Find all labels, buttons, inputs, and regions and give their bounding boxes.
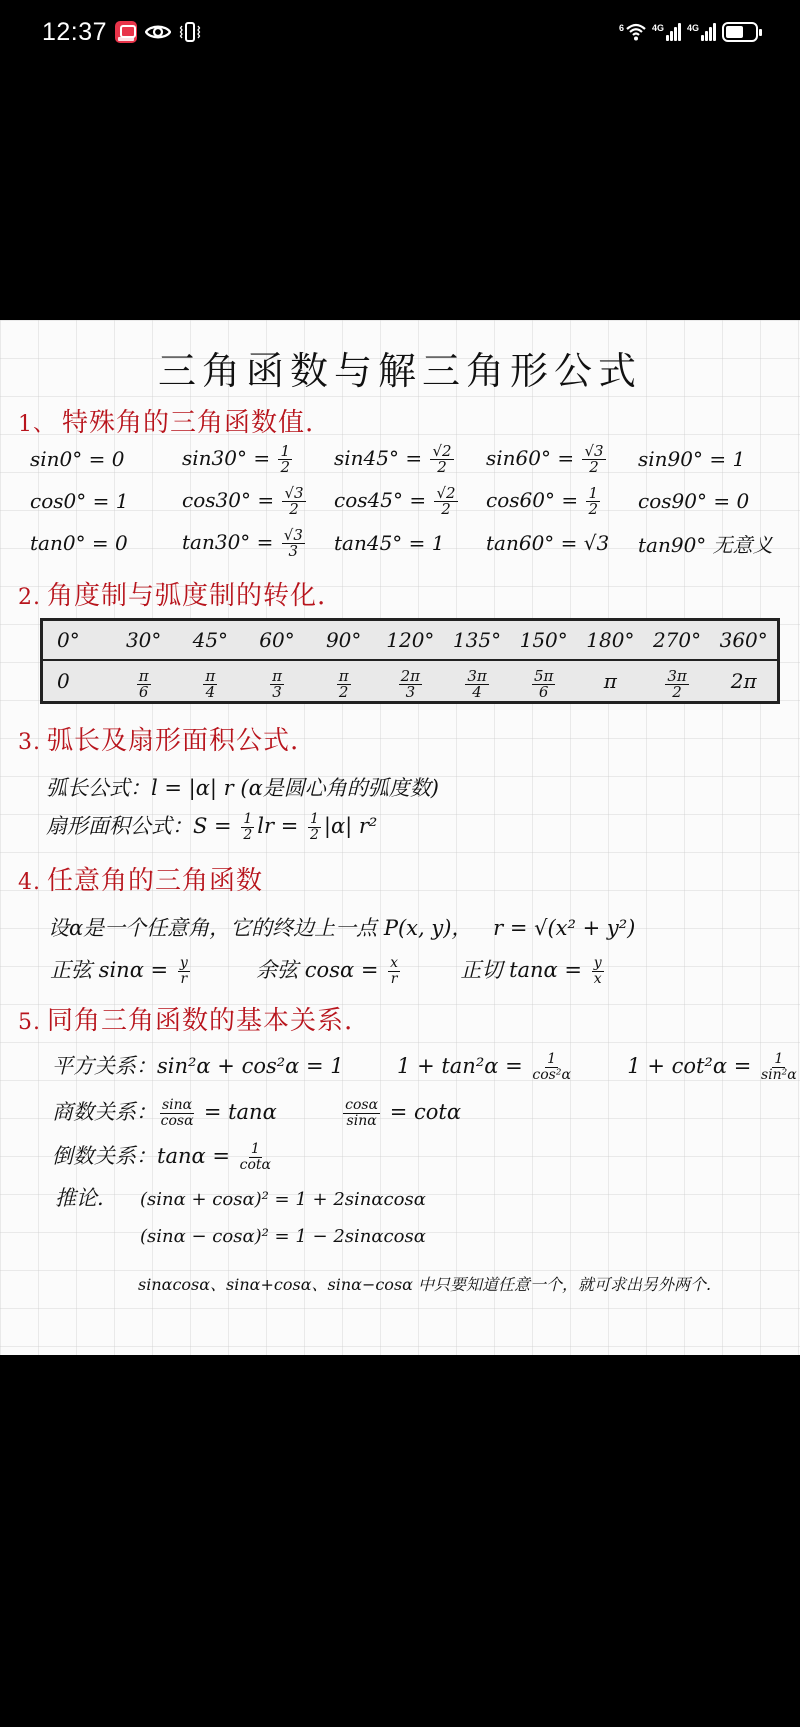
value-cell: tan0° = 0: [30, 531, 128, 555]
radian-cell: $\frac{\pi}{2}$: [338, 667, 349, 701]
radian-cell: $\frac{5\pi}{6}$: [533, 667, 554, 701]
section-title: 弧长及扇形面积公式.: [47, 726, 300, 756]
video-app-notification-icon: [115, 21, 137, 43]
value-cell: sin45° = $\frac{√2}{2}$: [334, 441, 452, 476]
degree-cell: 30°: [125, 628, 162, 652]
radian-cell: π: [603, 669, 617, 693]
degree-cell: 180°: [586, 628, 635, 652]
value-cell: sin0° = 0: [30, 447, 125, 471]
section-3-heading: [18, 720, 299, 757]
value-cell: sin90° = 1: [638, 447, 746, 471]
value-cell: tan60° = √3: [486, 531, 610, 555]
radian-cell: $\frac{\pi}{3}$: [272, 667, 282, 701]
section-number: 5.: [18, 1010, 41, 1035]
sector-area-formula: 扇形面积公式：S = $\frac{1}{2}$ lr = $\frac{1}{2}$ |α| r²: [46, 811, 378, 843]
network-type-label: 4G: [686, 23, 699, 33]
value-cell: cos45° = $\frac{√2}{2}$: [334, 483, 456, 518]
section-4-heading: [18, 860, 263, 897]
degree-cell: 120°: [386, 628, 435, 652]
value-cell: tan45° = 1: [334, 531, 445, 555]
value-cell: tan30° = $\frac{√3}{3}$: [182, 525, 303, 560]
radian-cell: $\frac{\pi}{6}$: [138, 667, 149, 701]
value-cell: tan90° 无意义: [638, 532, 773, 557]
value-cell: sin60° = $\frac{√3}{2}$: [486, 441, 604, 476]
status-bar: [0, 0, 800, 64]
arc-length-formula: 弧长公式：l = |α| r (α是圆心角的弧度数): [46, 776, 439, 800]
status-time: 12:37: [42, 17, 108, 46]
network-type-label: 4G: [651, 23, 664, 33]
wifi-6-label: 6: [618, 23, 624, 33]
notes-image[interactable]: [0, 320, 800, 1355]
wifi-icon: [619, 23, 646, 41]
radian-cell: $\frac{\pi}{4}$: [205, 667, 216, 701]
section-number: 1、: [18, 412, 56, 437]
corollary-1: 推论. (sinα + cosα)² = 1 + 2sinαcosα: [55, 1186, 426, 1210]
empty-viewer-area[interactable]: [0, 1355, 800, 1727]
trig-definitions: 正弦 sinα = $\frac{y}{r}$ 余弦 cosα = $\frac{x}{r}$ 正切 tanα = $\frac{y}{x}$: [50, 955, 602, 987]
square-relation: 平方关系：sin²α + cos²α = 1 1 + tan²α = $\frac{1}{\text{cos²α}}$ 1 + cot²α = $\frac{1}{\text{sin²α}}$: [52, 1051, 797, 1083]
section-1-heading: [18, 402, 314, 439]
section-title: 特殊角的三角函数值.: [62, 408, 315, 438]
battery-level: [726, 26, 743, 38]
special-angle-values: [30, 438, 790, 564]
status-left: [42, 18, 201, 47]
eye-comfort-icon: [145, 23, 171, 41]
value-cell: cos0° = 1: [30, 489, 129, 513]
cellular-signal-1-icon: [652, 23, 681, 41]
degree-cell: 270°: [652, 628, 702, 652]
status-right: [619, 22, 758, 42]
value-cell: cos30° = $\frac{√3}{2}$: [182, 483, 304, 518]
value-cell: cos60° = $\frac{1}{2}$: [486, 483, 598, 518]
corollary-2: (sinα − cosα)² = 1 − 2sinαcosα: [140, 1226, 426, 1247]
cellular-signal-2-icon: [687, 23, 716, 41]
radian-cell: $\frac{3\pi}{4}$: [467, 667, 487, 701]
vibrate-icon: [179, 21, 201, 43]
section-number: 3.: [18, 730, 41, 755]
page-title: 三角函数与解三角形公式: [157, 349, 642, 393]
value-cell: cos90° = 0: [638, 489, 750, 513]
degree-cell: 90°: [325, 628, 362, 652]
value-cell: sin30° = $\frac{1}{2}$: [182, 441, 291, 476]
tan-row: [30, 522, 790, 564]
radian-cell: 2π: [730, 669, 757, 693]
degree-cell: 0°: [57, 628, 80, 652]
degree-cell: 60°: [259, 628, 295, 652]
sin-row: [30, 438, 790, 480]
section-number: 4.: [18, 870, 41, 895]
section-title: 角度制与弧度制的转化.: [47, 581, 327, 611]
radian-cell: 0: [57, 669, 70, 693]
section-number: 2.: [18, 585, 41, 610]
section-title: 任意角的三角函数: [47, 866, 264, 896]
quotient-relation: 商数关系： $\frac{\sin\alpha}{\cos\alpha}$ = tanα $\frac{\cos\alpha}{\sin\alpha}$ = cotα: [52, 1097, 462, 1129]
section-title: 同角三角函数的基本关系.: [47, 1006, 354, 1036]
radian-cell: $\frac{2\pi}{3}$: [400, 667, 421, 701]
section-2-heading: [18, 575, 326, 612]
corollary-3: sinαcosα、sinα+cosα、sinα−cosα 中只要知道任意一个，就可求出另外两个.: [138, 1275, 712, 1294]
section-5-heading: [18, 1000, 353, 1037]
radian-row: [43, 659, 777, 701]
arbitrary-angle-definition: 设α是一个任意角，它的终边上一点 P(x, y)， r = √(x² + y²): [48, 916, 636, 940]
battery-icon: [722, 22, 758, 42]
degree-cell: 135°: [452, 628, 502, 652]
degree-cell: 45°: [192, 628, 229, 652]
degree-row: [43, 621, 777, 659]
reciprocal-relation: 倒数关系：tanα = $\frac{1}{\cot\alpha}$: [52, 1141, 271, 1173]
degree-cell: 150°: [519, 628, 568, 652]
degree-radian-table: [40, 618, 780, 704]
radian-cell: $\frac{3\pi}{2}$: [667, 667, 687, 701]
degree-cell: 360°: [719, 628, 768, 652]
cos-row: [30, 480, 790, 522]
